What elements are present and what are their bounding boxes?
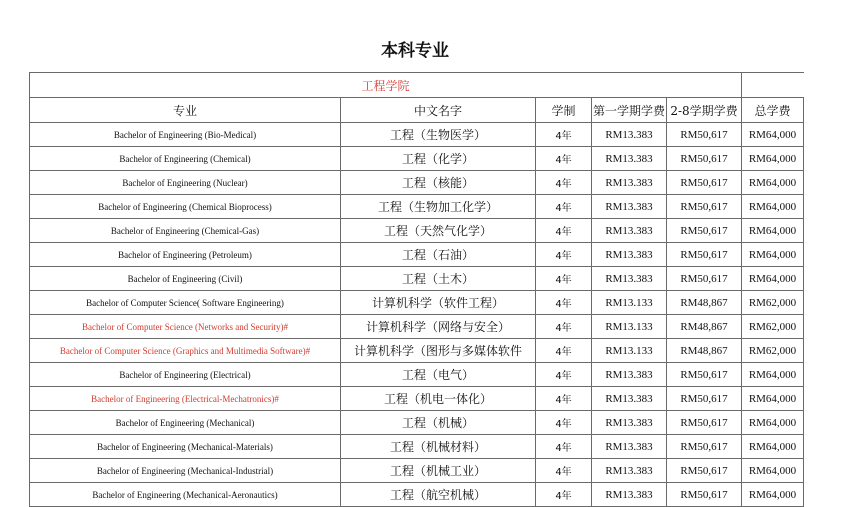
cell-later-terms-fee: RM50,617 — [667, 171, 742, 195]
page-title: 本科专业 — [381, 41, 449, 61]
cell-chinese-name: 工程（机械材料） — [341, 435, 536, 459]
cell-major: Bachelor of Engineering (Mechanical-Aeronautics) — [30, 483, 341, 507]
cell-total-fee: RM62,000 — [742, 291, 804, 315]
cell-first-term-fee: RM13.383 — [592, 243, 667, 267]
cell-duration: 4年 — [536, 411, 592, 435]
cell-major: Bachelor of Engineering (Chemical) — [30, 147, 341, 171]
cell-chinese-name: 工程（天然气化学） — [341, 219, 536, 243]
table-row — [30, 243, 804, 267]
header-row — [30, 98, 804, 123]
cell-total-fee: RM62,000 — [742, 339, 804, 363]
cell-duration: 4年 — [536, 315, 592, 339]
table-row — [30, 291, 804, 315]
cell-later-terms-fee: RM50,617 — [667, 267, 742, 291]
cell-later-terms-fee: RM48,867 — [667, 339, 742, 363]
cell-duration: 4年 — [536, 123, 592, 147]
table-row — [30, 387, 804, 411]
college-name: 工程学院 — [30, 73, 742, 98]
cell-chinese-name: 工程（机电一体化） — [341, 387, 536, 411]
college-row-empty-cell — [742, 73, 804, 98]
cell-total-fee: RM64,000 — [742, 387, 804, 411]
cell-first-term-fee: RM13.383 — [592, 123, 667, 147]
cell-duration: 4年 — [536, 147, 592, 171]
cell-duration: 4年 — [536, 387, 592, 411]
cell-duration: 4年 — [536, 243, 592, 267]
cell-total-fee: RM64,000 — [742, 171, 804, 195]
table-row — [30, 483, 804, 507]
cell-first-term-fee: RM13.133 — [592, 339, 667, 363]
cell-major: Bachelor of Engineering (Mechanical-Materials) — [30, 435, 341, 459]
programs-table — [29, 72, 804, 507]
table-row — [30, 339, 804, 363]
cell-chinese-name: 工程（生物加工化学） — [341, 195, 536, 219]
cell-major: Bachelor of Computer Science( Software Engineering) — [30, 291, 341, 315]
cell-duration: 4年 — [536, 195, 592, 219]
cell-duration: 4年 — [536, 483, 592, 507]
cell-later-terms-fee: RM50,617 — [667, 363, 742, 387]
cell-first-term-fee: RM13.383 — [592, 459, 667, 483]
cell-chinese-name: 工程（土木） — [341, 267, 536, 291]
header-major: 专业 — [30, 98, 341, 123]
cell-chinese-name: 工程（航空机械） — [341, 483, 536, 507]
cell-first-term-fee: RM13.383 — [592, 267, 667, 291]
cell-later-terms-fee: RM50,617 — [667, 459, 742, 483]
cell-chinese-name: 工程（生物医学） — [341, 123, 536, 147]
cell-total-fee: RM64,000 — [742, 219, 804, 243]
header-chinese-name: 中文名字 — [341, 98, 536, 123]
cell-later-terms-fee: RM50,617 — [667, 123, 742, 147]
cell-total-fee: RM64,000 — [742, 147, 804, 171]
college-row — [30, 73, 804, 98]
cell-major: Bachelor of Computer Science (Graphics and Multimedia Software)# — [30, 339, 341, 363]
cell-total-fee: RM64,000 — [742, 435, 804, 459]
cell-duration: 4年 — [536, 459, 592, 483]
cell-major: Bachelor of Engineering (Nuclear) — [30, 171, 341, 195]
cell-total-fee: RM64,000 — [742, 123, 804, 147]
cell-later-terms-fee: RM50,617 — [667, 147, 742, 171]
cell-first-term-fee: RM13.383 — [592, 387, 667, 411]
cell-duration: 4年 — [536, 267, 592, 291]
cell-chinese-name: 工程（机械工业） — [341, 459, 536, 483]
table-row — [30, 171, 804, 195]
cell-chinese-name: 工程（机械） — [341, 411, 536, 435]
cell-later-terms-fee: RM50,617 — [667, 387, 742, 411]
cell-later-terms-fee: RM48,867 — [667, 291, 742, 315]
cell-duration: 4年 — [536, 363, 592, 387]
cell-first-term-fee: RM13.383 — [592, 435, 667, 459]
cell-chinese-name: 工程（核能） — [341, 171, 536, 195]
cell-later-terms-fee: RM48,867 — [667, 315, 742, 339]
cell-major: Bachelor of Engineering (Bio-Medical) — [30, 123, 341, 147]
table-row — [30, 315, 804, 339]
cell-total-fee: RM64,000 — [742, 243, 804, 267]
table-row — [30, 363, 804, 387]
cell-later-terms-fee: RM50,617 — [667, 243, 742, 267]
cell-major: Bachelor of Engineering (Chemical Bioprocess) — [30, 195, 341, 219]
table-row — [30, 219, 804, 243]
table-row — [30, 411, 804, 435]
cell-major: Bachelor of Engineering (Petroleum) — [30, 243, 341, 267]
cell-duration: 4年 — [536, 291, 592, 315]
cell-duration: 4年 — [536, 171, 592, 195]
cell-major: Bachelor of Computer Science (Networks and Security)# — [30, 315, 341, 339]
cell-total-fee: RM64,000 — [742, 195, 804, 219]
cell-major: Bachelor of Engineering (Mechanical-Industrial) — [30, 459, 341, 483]
header-first-term-fee: 第一学期学费 — [592, 98, 667, 123]
cell-total-fee: RM64,000 — [742, 267, 804, 291]
cell-major: Bachelor of Engineering (Mechanical) — [30, 411, 341, 435]
cell-first-term-fee: RM13.383 — [592, 147, 667, 171]
cell-later-terms-fee: RM50,617 — [667, 195, 742, 219]
cell-duration: 4年 — [536, 219, 592, 243]
table-row — [30, 195, 804, 219]
table-row — [30, 459, 804, 483]
cell-total-fee: RM64,000 — [742, 483, 804, 507]
cell-first-term-fee: RM13.383 — [592, 483, 667, 507]
cell-later-terms-fee: RM50,617 — [667, 435, 742, 459]
cell-total-fee: RM64,000 — [742, 459, 804, 483]
cell-first-term-fee: RM13.383 — [592, 195, 667, 219]
cell-chinese-name: 计算机科学（图形与多媒体软件 — [341, 339, 536, 363]
cell-major: Bachelor of Engineering (Electrical) — [30, 363, 341, 387]
cell-first-term-fee: RM13.383 — [592, 411, 667, 435]
cell-later-terms-fee: RM50,617 — [667, 411, 742, 435]
cell-major: Bachelor of Engineering (Chemical-Gas) — [30, 219, 341, 243]
table-row — [30, 435, 804, 459]
cell-duration: 4年 — [536, 339, 592, 363]
header-later-terms-fee: 2-8学期学费 — [667, 98, 742, 123]
cell-chinese-name: 工程（化学） — [341, 147, 536, 171]
header-duration: 学制 — [536, 98, 592, 123]
cell-duration: 4年 — [536, 435, 592, 459]
cell-first-term-fee: RM13.383 — [592, 219, 667, 243]
cell-major: Bachelor of Engineering (Electrical-Mechatronics)# — [30, 387, 341, 411]
table-row — [30, 147, 804, 171]
cell-first-term-fee: RM13.133 — [592, 291, 667, 315]
cell-chinese-name: 计算机科学（网络与安全） — [341, 315, 536, 339]
cell-first-term-fee: RM13.133 — [592, 315, 667, 339]
cell-first-term-fee: RM13.383 — [592, 171, 667, 195]
cell-total-fee: RM62,000 — [742, 315, 804, 339]
cell-total-fee: RM64,000 — [742, 363, 804, 387]
cell-chinese-name: 计算机科学（软件工程） — [341, 291, 536, 315]
cell-later-terms-fee: RM50,617 — [667, 219, 742, 243]
cell-major: Bachelor of Engineering (Civil) — [30, 267, 341, 291]
table-row — [30, 123, 804, 147]
cell-first-term-fee: RM13.383 — [592, 363, 667, 387]
cell-later-terms-fee: RM50,617 — [667, 483, 742, 507]
cell-chinese-name: 工程（石油） — [341, 243, 536, 267]
cell-chinese-name: 工程（电气） — [341, 363, 536, 387]
header-total-fee: 总学费 — [742, 98, 804, 123]
table-row — [30, 267, 804, 291]
cell-total-fee: RM64,000 — [742, 411, 804, 435]
